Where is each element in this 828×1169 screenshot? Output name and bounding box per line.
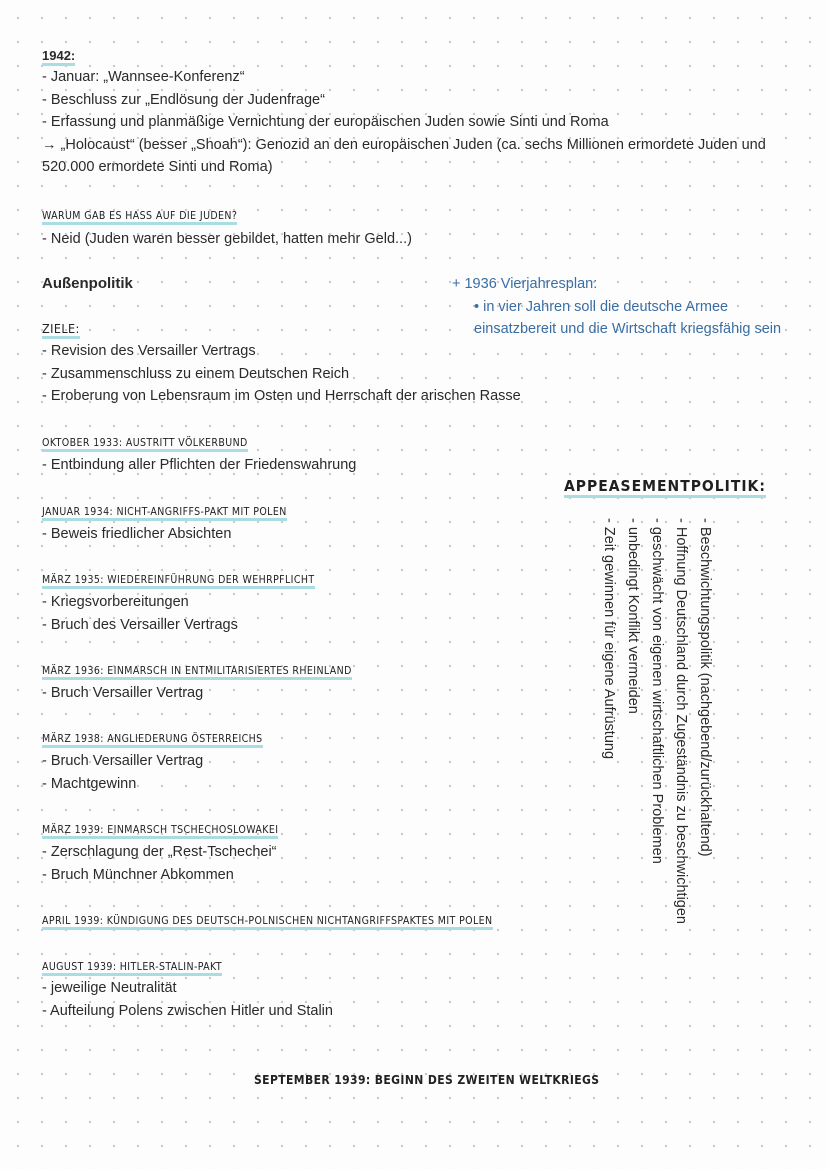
text-line: - Kriegsvorbereitungen [42, 594, 189, 610]
text-line: - Erfassung und planmäßige Vernichtung der europäischen Juden sowie Sinti und Roma [42, 114, 609, 130]
heading-hass: WARUM GAB ES HASS AUF DIE JUDEN? [42, 208, 412, 224]
text-line: - jeweilige Neutralität [42, 980, 177, 996]
heading-ziele: ZIELE: [42, 320, 521, 338]
vierjahresplan-line: • in vier Jahren soll die deutsche Armee [474, 298, 729, 315]
event-1936 [42, 663, 352, 705]
event-1935 [42, 572, 315, 636]
text-line: - Entbindung aller Pflichten der Friedenswahrung [42, 457, 357, 473]
text-line: - Beweis friedlicher Absichten [42, 526, 232, 542]
vierjahresplan-line: einsatzbereit und die Wirtschaft kriegsfähig sein [474, 321, 782, 337]
text-line: - Bruch Münchner Abkommen [42, 866, 234, 883]
event-heading: MÄRZ 1936: EINMARSCH IN ENTMILITARISIERTES RHEINLAND [42, 663, 352, 679]
event-heading: MÄRZ 1938: ANGLIEDERUNG ÖSTERREICHS [42, 731, 263, 747]
event-1934 [42, 504, 287, 546]
text-line: 520.000 ermordete Sinti und Roma) [42, 159, 273, 175]
text-line: - Machtgewinn [42, 775, 137, 792]
event-heading: MÄRZ 1939: EINMARSCH TSCHECHOSLOWAKEI [42, 822, 278, 838]
event-heading: OKTOBER 1933: AUSTRITT VÖLKERBUND [42, 435, 356, 451]
section-1942 [42, 47, 766, 179]
heading-1942: 1942: [42, 47, 766, 65]
text-line: - Beschluss zur „Endlösung der Judenfrage“ [42, 91, 325, 108]
text-line: - Neid (Juden waren besser gebildet, hatten mehr Geld...) [42, 231, 412, 247]
heading-aussenpolitik: Außenpolitik [42, 275, 133, 292]
appeasement-line: - Hoffnung Deutschland durch Zugeständnis zu beschwichtigen [673, 518, 689, 924]
event-1939-april [42, 913, 493, 929]
section-hass [42, 208, 412, 251]
text-line: - Aufteilung Polens zwischen Hitler und Stalin [42, 1002, 333, 1019]
text-line: - Januar: „Wannsee-Konferenz“ [42, 69, 245, 85]
event-heading: JANUAR 1934: NICHT-ANGRIFFS-PAKT MIT POLEN [42, 504, 287, 520]
appeasement-line: - unbedingt Konflikt vermeiden [625, 518, 641, 714]
text-line: - Bruch des Versailler Vertrags [42, 616, 238, 633]
event-heading: APRIL 1939: KÜNDIGUNG DES DEUTSCH-POLNISCHEN NICHTANGRIFFSPAKTES MIT POLEN [42, 913, 493, 929]
text-line: - Bruch Versailler Vertrag [42, 685, 204, 701]
event-1933 [42, 435, 356, 477]
text-line: - Zerschlagung der „Rest-Tschechei“ [42, 844, 277, 860]
text-line: - Revision des Versailler Vertrags [42, 343, 256, 359]
text-line: - Eroberung von Lebensraum im Osten und Herrschaft der arischen Rasse [42, 388, 521, 404]
appeasement-line: - Beschwichtungspolitik (nachgebend/zurückhaltend) [697, 518, 713, 857]
text-line: → „Holocaust“ (besser „Shoah“): Genozid an den europäischen Juden (ca. sechs Millionen ermordete Juden und [42, 136, 766, 153]
event-heading: AUGUST 1939: HITLER-STALIN-PAKT [42, 959, 333, 975]
appeasement-line: - Zeit gewinnen für eigene Aufrüstung [601, 518, 617, 760]
text-line: - Bruch Versailler Vertrag [42, 753, 204, 769]
vierjahresplan-title: + 1936 Vierjahresplan: [452, 276, 598, 292]
heading-appeasement: APPEASEMENTPOLITIK: [564, 475, 766, 497]
appeasement-line: - geschwächt von eigenen wirtschaftlichen Problemen [649, 518, 665, 864]
footer-heading: SEPTEMBER 1939: BEGINN DES ZWEITEN WELTKRIEGS [254, 1073, 600, 1087]
event-1939-maerz [42, 822, 278, 886]
section-ziele [42, 320, 521, 408]
event-1938 [42, 731, 263, 795]
event-1939-august [42, 959, 333, 1022]
text-line: - Zusammenschluss zu einem Deutschen Reich [42, 365, 350, 382]
event-heading: MÄRZ 1935: WIEDEREINFÜHRUNG DER WEHRPFLICHT [42, 572, 315, 588]
